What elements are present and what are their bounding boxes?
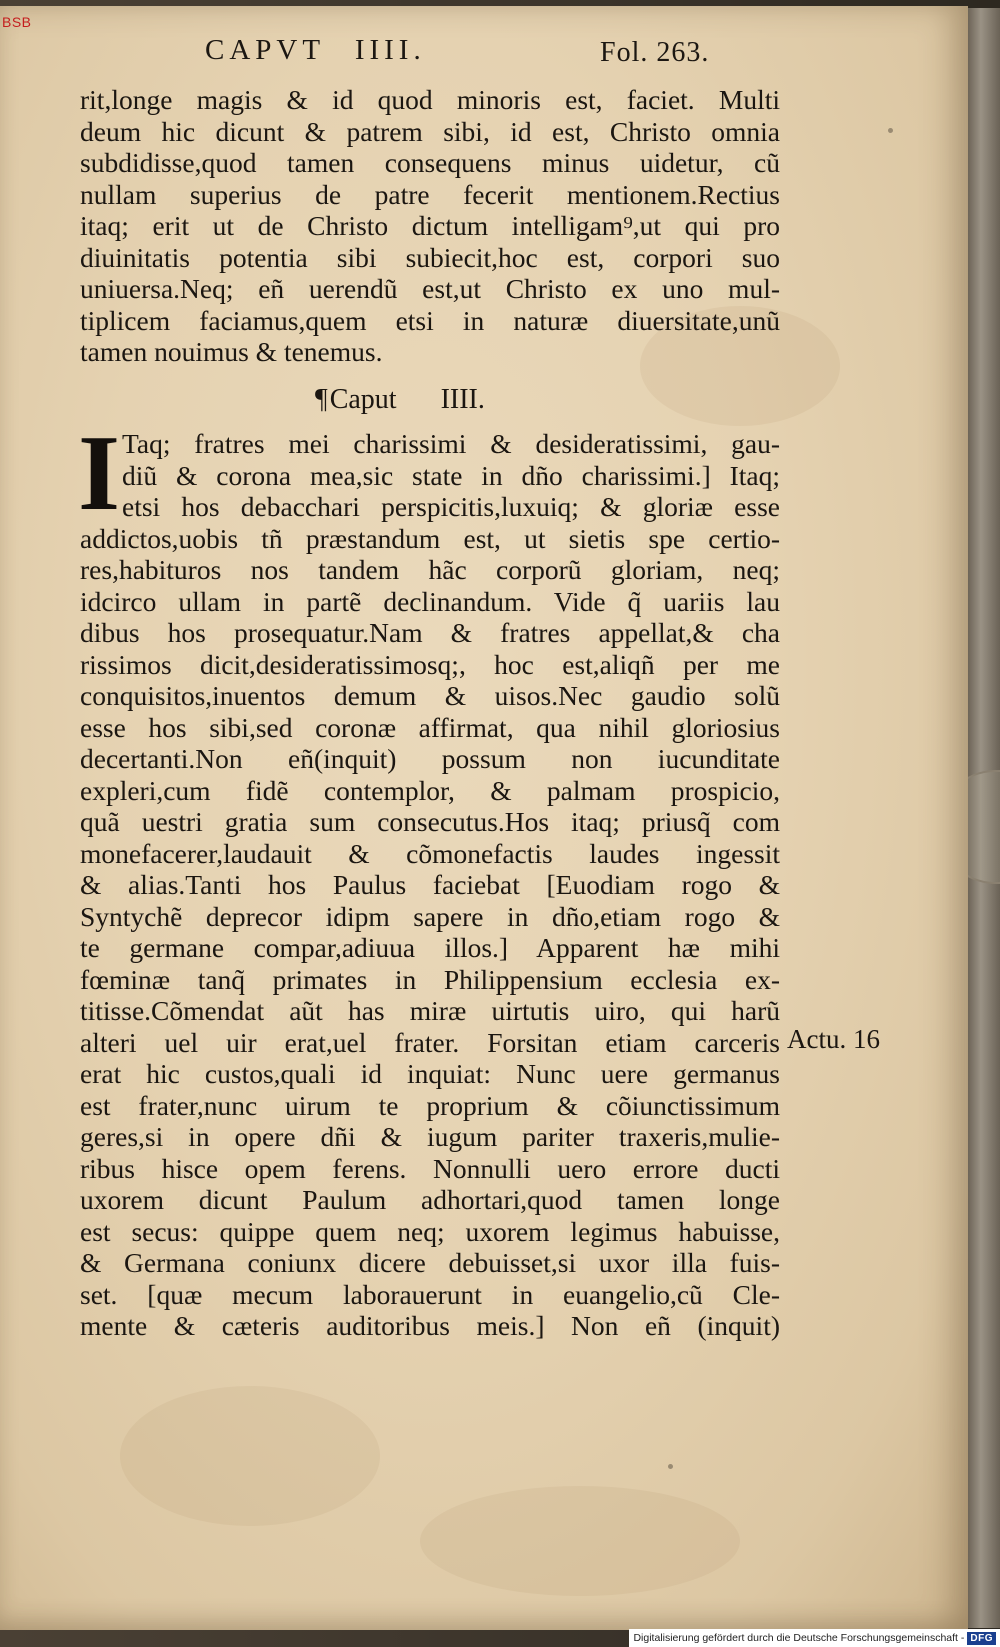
text-line: uniuersa.Neq; eñ uerendũ est,ut Christo ex uno mul- [80,273,780,304]
text-line: expleri,cum fidẽ contemplor, & palmam prospicio, [80,774,780,806]
text-line: Syntychẽ deprecor idipm sapere in dño,etiam rogo & [80,900,780,932]
text-line: est frater,nunc uirum te proprium & cõiunctissimum [80,1089,780,1121]
running-head-caput-word: CAPVT [205,34,325,66]
text-line: & alias.Tanti hos Paulus faciebat [Euodiam rogo & [80,869,780,900]
text-line: diuinitatis potentia sibi subiecit,hoc est, corpori suo [80,241,780,273]
folio-number: Fol. 263. [600,37,710,68]
text-line: fœminæ tanq̃ primates in Philippensium ecclesia ex- [80,963,780,995]
text-line: rit,longe magis & id quod minoris est, faciet. Multi [80,84,780,115]
text-line: nullam superius de patre fecerit mentionem.Rectius [80,178,780,210]
text-line: monefacerer,laudauit & cõmonefactis laudes ingessit [80,837,780,869]
text-line: diũ & corona mea,sic state in dño charissimi.] Itaq; [122,459,780,491]
text-line: titisse.Cõmendat aũt has miræ uirtutis uiro, qui harũ [80,995,780,1026]
text-line: mente & cæteris auditoribus meis.] Non eñ (inquit) [80,1310,780,1341]
text-line: & Germana coniunx dicere debuisset,si uxor illa fuis- [80,1247,780,1278]
paper-stain [120,1386,380,1526]
chapter-heading-label: Caput [329,384,397,415]
dfg-logo[interactable]: DFG [967,1632,996,1645]
drop-initial: I [78,414,121,533]
text-line: geres,si in opere dñi & iugum pariter traxeris,mulie- [80,1121,780,1152]
text-line: erat hic custos,quali id inquiat: Nunc uere germanus [80,1058,780,1089]
running-head-caput [205,34,426,67]
text-line: uxorem dicunt Paulum adhortari,quod tamen longe [80,1184,780,1215]
text-line: est secus: quippe quem neq; uxorem legimus habuisse, [80,1215,780,1247]
text-line: esse hos sibi,sed coronæ affirmat, qua nihil gloriosius [80,711,780,743]
text-line: ribus hisce opem ferens. Nonnulli uero errore ducti [80,1152,780,1184]
text-line: conquisitos,inuentos demum & uisos.Nec gaudio solũ [80,680,780,711]
text-line: etsi hos debacchari perspicitis,luxuiq; & gloriæ esse [122,491,780,522]
text-line: idcirco ullam in partẽ declinandum. Vide q̃ uariis lau [80,585,780,617]
pilcrow-mark: ¶ [315,384,328,415]
text-line: quã uestri gratia sum consecutus.Hos itaq; priusq̃ com [80,806,780,837]
text-line: te germane compar,adiuua illos.] Apparent hæ mihi [80,932,780,963]
text-line: tiplicem faciamus,quem etsi in naturæ diuersitate,unũ [80,304,780,336]
text-line: res,habituros nos tandem hãc corporũ gloriam, neq; [80,554,780,585]
text-line: subdidisse,quod tamen consequens minus uidetur, cũ [80,147,780,178]
text-line: tamen nouimus & tenemus. [80,336,383,367]
paper-speck [668,1464,673,1469]
text-line: addictos,uobis tñ præstandum est, ut sietis spe certio- [80,522,780,554]
chapter-heading-numeral: IIII. [440,384,485,415]
chapter-heading [315,384,485,416]
text-line: set. [quæ mecum laborauerunt in euangelio,cũ Cle- [80,1278,780,1310]
text-block-main [80,428,780,1342]
paper-speck [888,128,893,133]
text-line: dibus hos prosequatur.Nam & fratres appellat,& cha [80,617,780,648]
text-block-top [80,84,780,368]
text-line: decertanti.Non eñ(inquit) possum non iucunditate [80,743,780,774]
running-head [205,34,765,74]
text-line: alteri uel uir erat,uel frater. Forsitan etiam carceris [80,1026,780,1058]
text-line: rissimos dicit,desideratissimosq;, hoc est,aliqñ per me [80,648,780,680]
text-line: deum hic dicunt & patrem sibi, id est, Christo omnia [80,115,780,147]
library-mark: BSB [2,14,32,30]
paper-stain [420,1486,740,1596]
digitization-credit-text: Digitalisierung gefördert durch die Deutsche Forschungsgemeinschaft - [633,1632,965,1644]
text-line: itaq; erit ut de Christo dictum intelligam⁹,ut qui pro [80,210,780,241]
text-line: Taq; fratres mei charissimi & desideratissimi, gau- [122,428,780,459]
running-head-numeral: IIII. [354,34,426,66]
margin-note: Actu. 16 [787,1024,880,1054]
digitization-credit [629,1629,1000,1647]
